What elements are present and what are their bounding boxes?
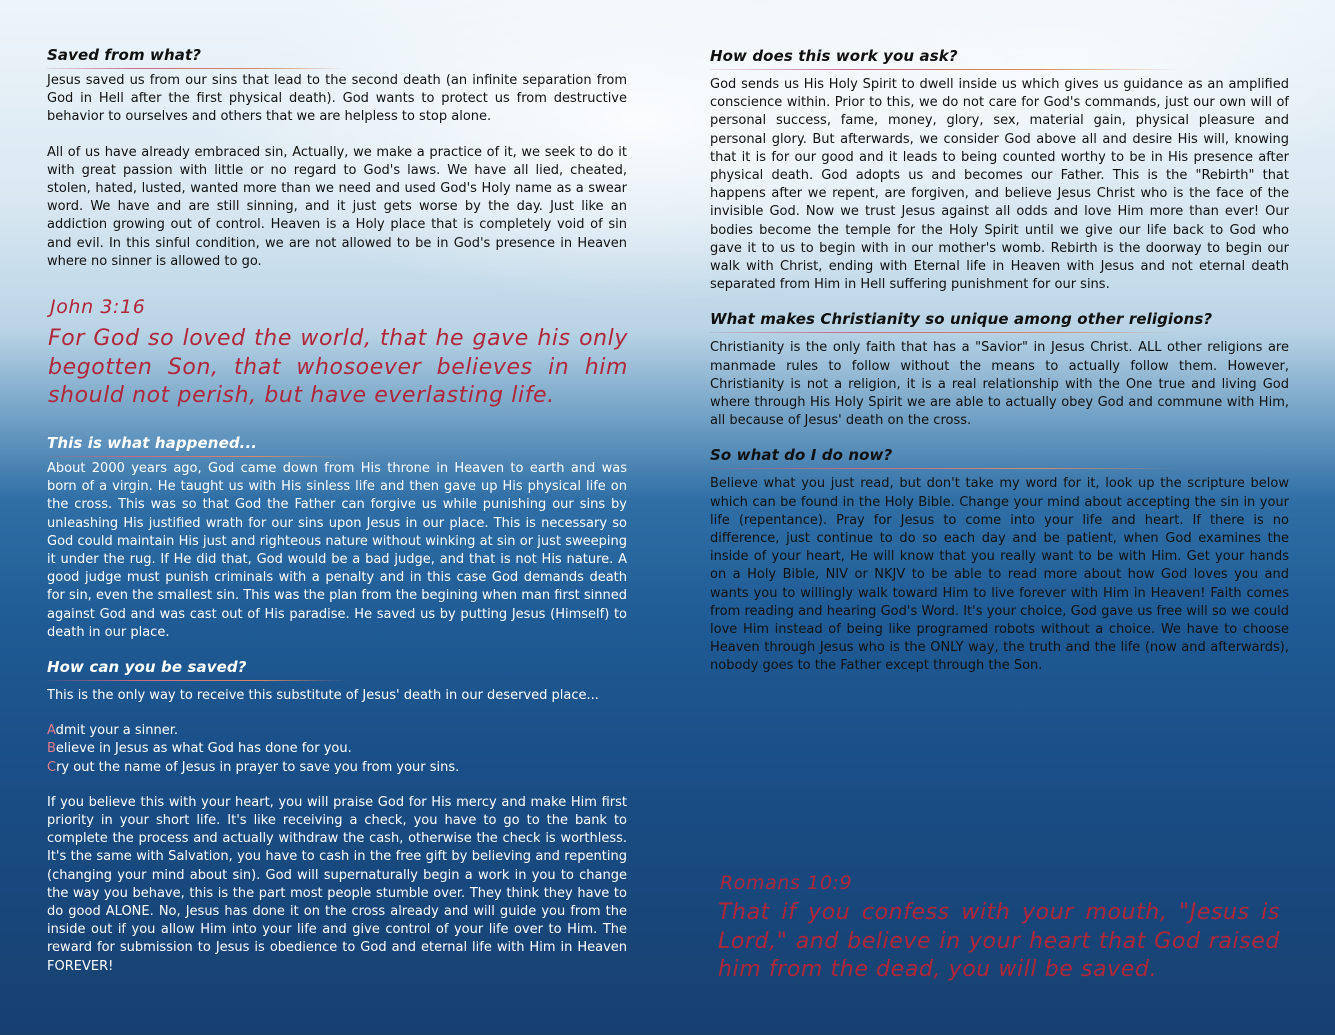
how-work-heading: How does this work you ask? (710, 45, 1289, 70)
how-saved-paragraph: If you believe this with your heart, you will praise God for His mercy and make Him first priority in your short life. It's like receiving a check, you have to go to the bank to complete the process and actually withdraw the cash, otherwise the check is worthless. It's the same with Salvation, you have to cash in the free gift by believing and repenting (changing your mind about sin). God will supernaturally begin a work in you to change the way you behave, this is the part most people stumble over. They think they have to do good ALONE. No, Jesus has done it on the cross already and will guide you from the inside out if you allow Him into your life and give control of your life over to Him. The reward for submission to Jesus is obedience to God and eternal life with Him in Heaven FOREVER! (47, 794, 627, 974)
abc-item-believe: Believe in Jesus as what God has done for you. (47, 741, 352, 757)
john-verse-text: For God so loved the world, that he gave his only begotten Son, that whosoever believes in him should not perish, but have everlasting life. (48, 326, 628, 408)
unique-heading: What makes Christianity so unique among other religions? (710, 308, 1289, 333)
saved-paragraph-1: Jesus saved us from our sins that lead to the second death (an infinite separation from God in Hell after the first physical death). God wants to protect us from destructive behavior to ourselves and others that we are helpless to stop alone. (47, 73, 627, 125)
happened-paragraph: About 2000 years ago, God came down from His throne in Heaven to earth and was born of a virgin. He taught us with His sinless life and then gave up His physical life on the cross. This was so that God the Father can forgive us while punishing our sins by unleashing His justified wrath for our sins upon Jesus in our place. This is necessary so God could maintain His just and righteous nature without winking at sin or just sweeping it under the rug. If He did that, God would be a bad judge, and that is not His nature. A good judge must punish criminals with a penalty and in this case God demands death for sin, even the smallest sin. This was the plan from the begining when man first sinned against God and was cast out of His paradise. He saved us by putting Jesus (Himself) to death in our place. (47, 461, 627, 640)
unique-paragraph: Christianity is the only faith that has a "Savior" in Jesus Christ. ALL other religions are manmade rules to follow without the means to actually follow them. However, Christianity is not a religion, it is a real relationship with the One true and living God where through His Holy Spirit we are able to actually obey God and commune with Him, all because of Jesus' death on the cross. (710, 340, 1289, 429)
left-column (47, 44, 627, 271)
abc-list (47, 722, 627, 777)
what-now-paragraph: Believe what you just read, but don't take my word for it, look up the scripture below which can be found in the Holy Bible. Change your mind about accepting the sin in your life (repentance). Pray for Jesus to come into your life and heart. If there is no difference, just continue to do so each day and be patient, when God examines the inside of your heart, He will know that you really want to be with Him. Get your hands on a Holy Bible, NIV or NKJV to be able to read more about how God loves you and wants you to willingly walk toward Him to live forever with Him in Heaven! Faith comes from reading and hearing God's Word. It's your choice, God gave us free will so we could love Him instead of being like programed robots without a choice. We have to choose Heaven through Jesus who is the ONLY way, the truth and the life (now and afterwards), nobody goes to the Father except through the Son. (710, 476, 1289, 674)
right-column (710, 45, 1289, 676)
saved-heading: Saved from what? (47, 44, 627, 69)
romans-verse-text: That if you confess with your mouth, "Jesus is Lord," and believe in your heart that God raised him from the dead, you will be saved. (718, 900, 1280, 982)
abc-item-cry: Cry out the name of Jesus in prayer to save you from your sins. (47, 759, 460, 775)
saved-paragraph-2: All of us have already embraced sin, Actually, we make a practice of it, we seek to do it with great passion with little or no regard to God's laws. We have all lied, cheated, stolen, hated, lusted, wanted more than we need and used God's Holy name as a swear word. We have and are still sinning, and it just gets worse by the day. Just like an addiction growing out of control. Heaven is a Holy place that is completely void of sin and evil. In this sinful condition, we are not allowed to be in God's presence in Heaven where no sinner is allowed to go. (47, 144, 627, 269)
romans-verse-ref: Romans 10:9 (720, 872, 853, 894)
how-saved-intro: This is the only way to receive this substitute of Jesus' death in our deserved place... (47, 688, 599, 704)
abc-item-admit: Admit your a sinner. (47, 723, 179, 739)
what-now-heading: So what do I do now? (710, 444, 1289, 469)
how-work-paragraph: God sends us His Holy Spirit to dwell inside us which gives us guidance as an amplified conscience within. Prior to this, we do not care for God's commands, just our own will of personal success, fame, money, glory, sex, material gain, physical pleasure and personal glory. But afterwards, we consider God above all and desire His will, knowing that it is for our good and it leads to being counted worthy to be in His presence after physical death. God adopts us and becomes our Father. This is the "Rebirth" that happens after we repent, are forgiven, and believe Jesus Christ who is the face of the invisible God. Now we trust Jesus against all odds and love Him more than ever! Our bodies become the temple for the Holy Spirit until we give our life back to God who gave it to us to begin with in our mother's womb. Rebirth is the doorway to begin our walk with Christ, ending with Eternal life in Heaven with Jesus and not eternal death separated from Him in Hell suffering punishment for our sins. (710, 77, 1289, 293)
how-saved-heading: How can you be saved? (47, 656, 627, 681)
john-verse-ref: John 3:16 (50, 296, 146, 318)
happened-heading: This is what happened... (47, 432, 627, 457)
left-lower-column (47, 432, 627, 976)
